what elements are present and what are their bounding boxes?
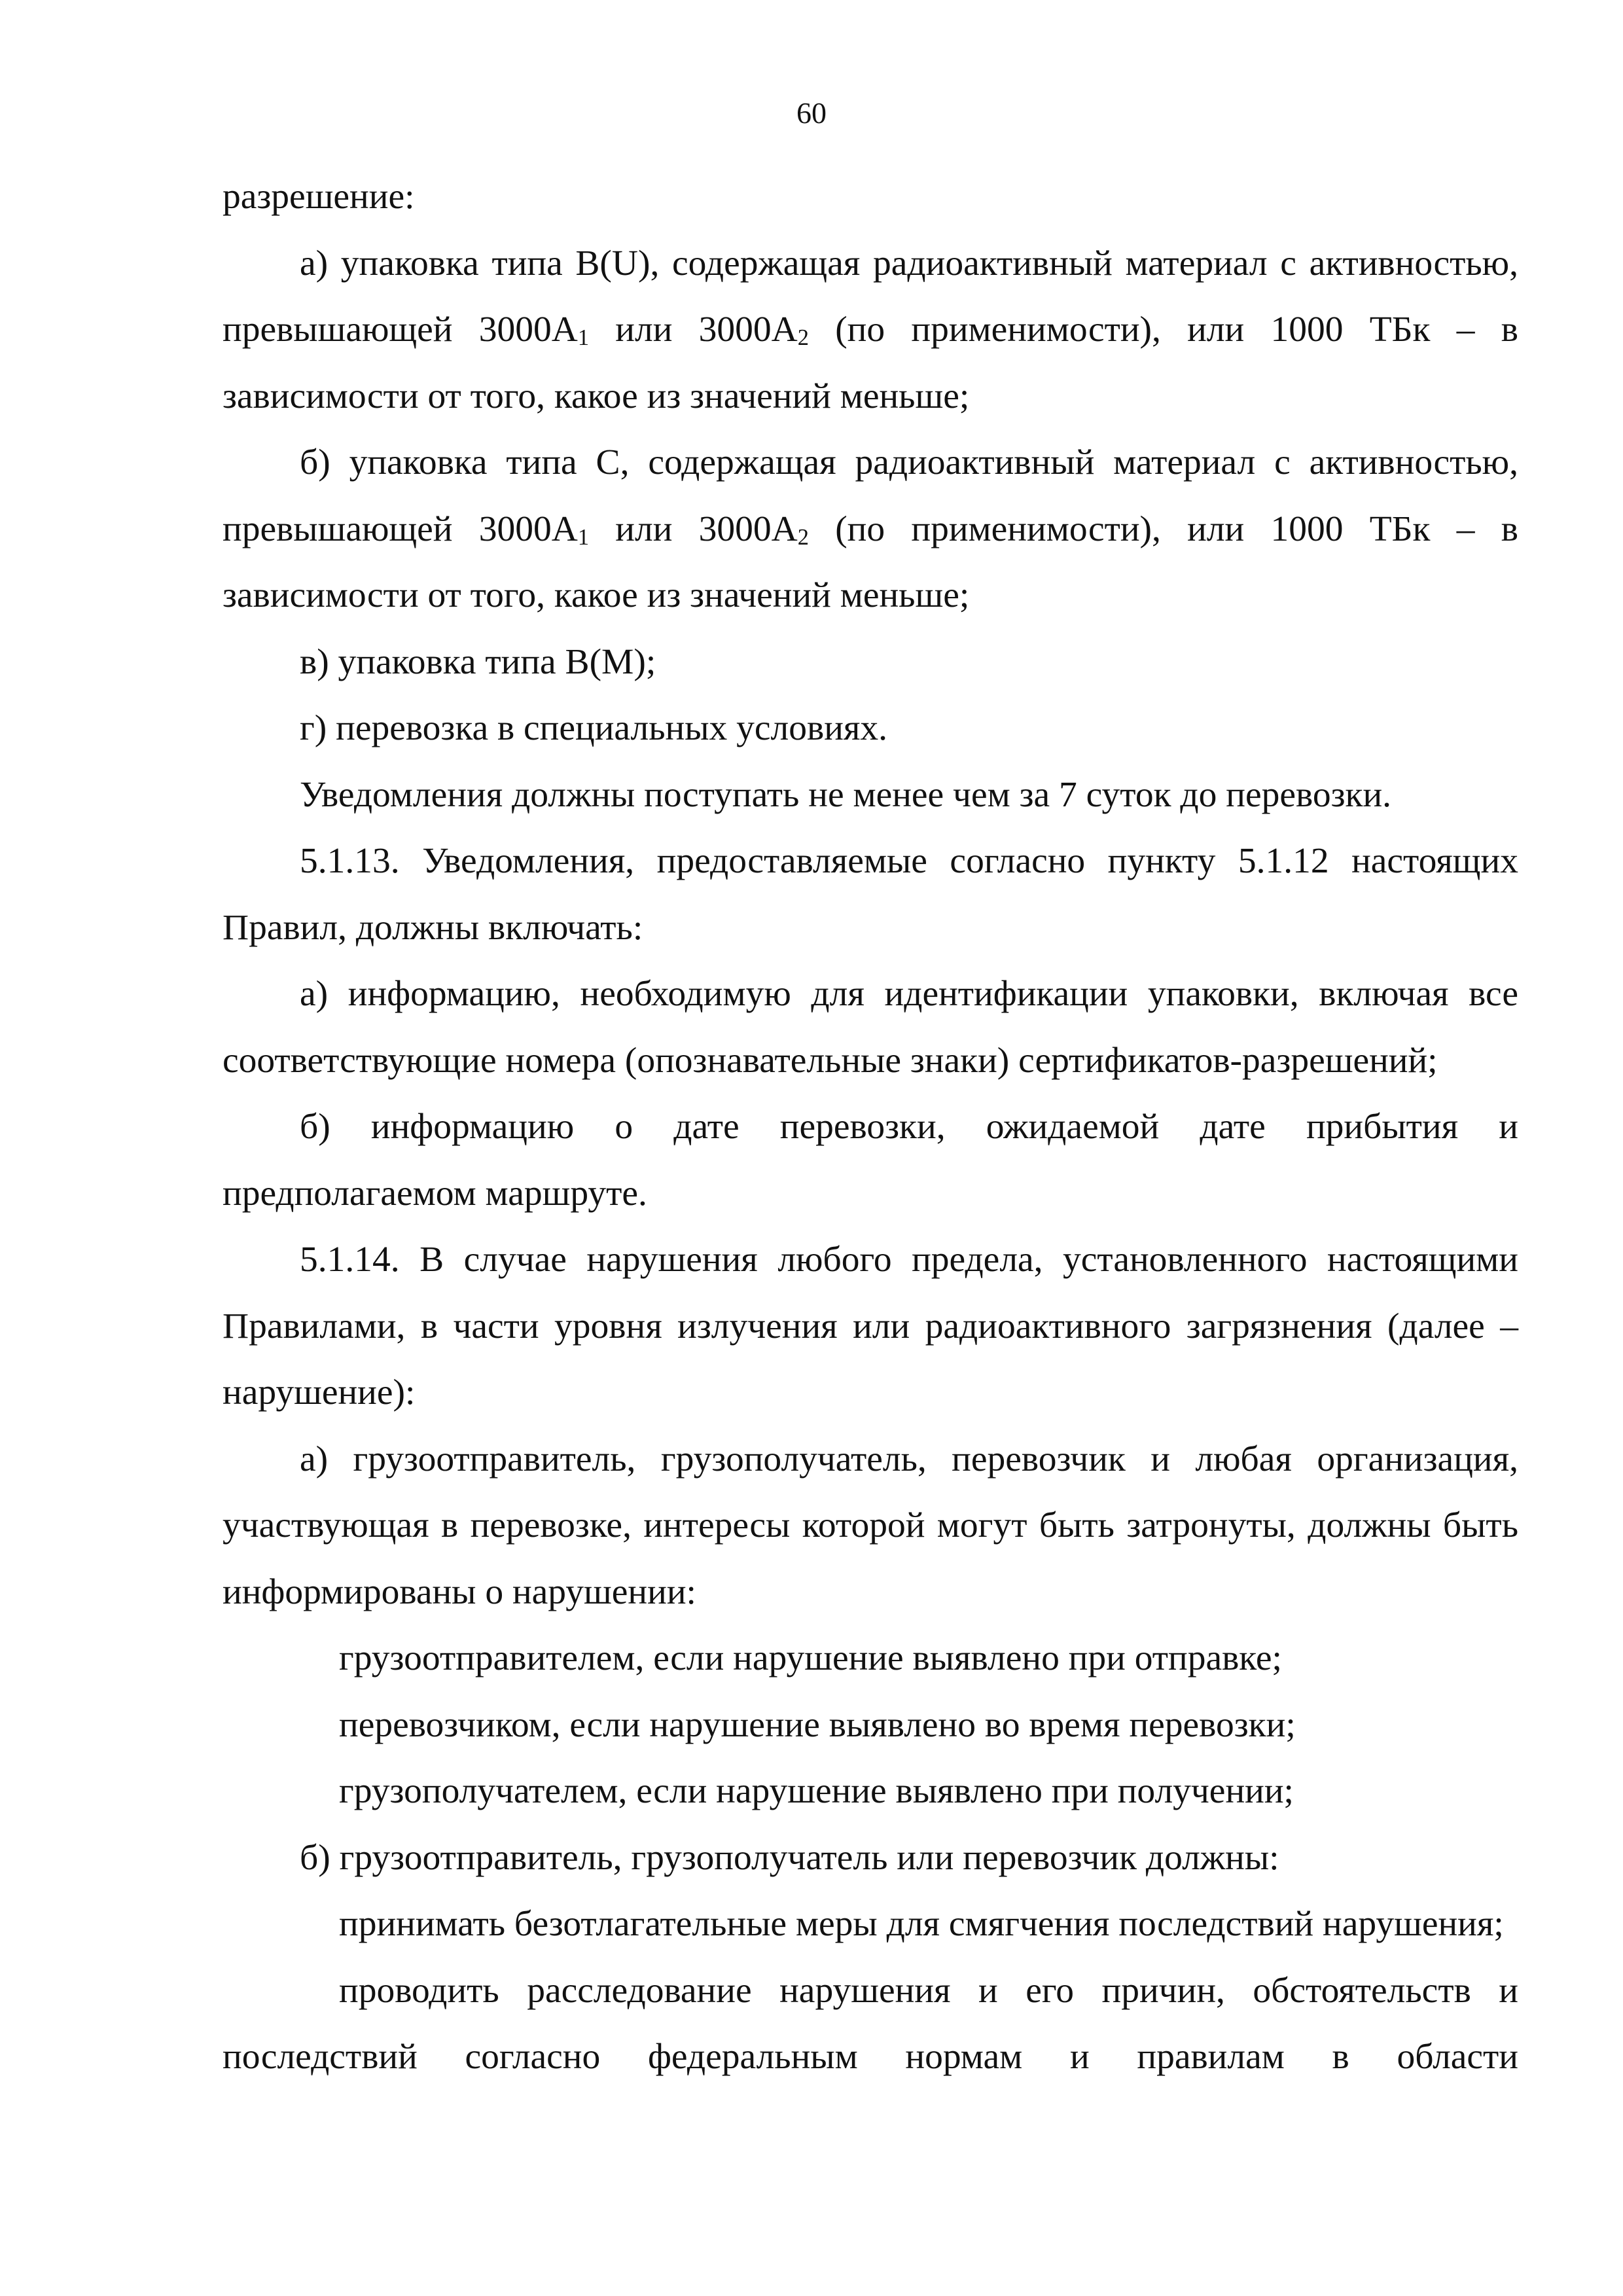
text-fragment: или 3000A [589,509,798,549]
clause-5-1-14: 5.1.14. В случае нарушения любого предела, установленного настоящими Правилами, в части уровня излучения или радиоактивного загрязнения (далее – нарушение): [223,1240,1518,1412]
text-fragment: или 3000A [589,310,798,350]
subscript: 2 [797,524,809,550]
list-item-b-package-c [223,429,1518,629]
list-subitem-consignee: грузополучателем, если нарушение выявлено при получении; [339,1771,1294,1811]
list-subitem-carrier: перевозчиком, если нарушение выявлено во время перевозки; [339,1704,1296,1745]
clause-5-1-13: 5.1.13. Уведомления, предоставляемые согласно пункту 5.1.12 настоящих Правил, должны включать: [223,841,1518,948]
text-fragment: (по применимости), или 1000 ТБк – в зависимости от того, какое из значений меньше; [223,310,1518,416]
list-subitem-investigation: проводить расследование нарушения и его причин, обстоятельств и последствий согласно федеральным нормам и правилам в области [223,1970,1518,2077]
subscript: 2 [797,325,809,350]
list-item-v-package-bm: в) упаковка типа B(M); [300,641,656,682]
subscript: 1 [577,325,590,350]
subscript: 1 [577,524,590,550]
list-item-g-special-conditions: г) перевозка в специальных условиях. [300,708,888,748]
text-fragment: (по применимости), или 1000 ТБк – в зависимости от того, какое из значений меньше; [223,509,1518,615]
list-item-b-obligations: б) грузоотправитель, грузополучатель или перевозчик должны: [300,1837,1279,1878]
list-item-a-parties-informed: а) грузоотправитель, грузополучатель, перевозчик и любая организация, участвующая в перевозке, интересы которой могут быть затронуты, должны быть информированы о нарушении: [223,1439,1518,1612]
list-item-b-date-route: б) информацию о дате перевозки, ожидаемой дате прибытия и предполагаемом маршруте. [223,1107,1518,1213]
paragraph-continuation: разрешение: [223,177,415,217]
paragraph-notification-deadline: Уведомления должны поступать не менее чем за 7 суток до перевозки. [300,774,1392,815]
text-fragment: б) упаковка типа С, содержащая радиоактивный материал с активностью, превышающей 3000A [223,442,1518,549]
document-body [223,164,1518,2090]
page-number: 60 [796,96,827,130]
list-item-a-package-bu [223,230,1518,430]
list-subitem-shipper: грузоотправителем, если нарушение выявлено при отправке; [339,1638,1282,1678]
list-item-a-package-info: а) информацию, необходимую для идентификации упаковки, включая все соответствующие номера (опознавательные знаки) сертификатов-разрешений; [223,974,1518,1081]
list-subitem-mitigation: принимать безотлагательные меры для смягчения последствий нарушения; [339,1904,1504,1944]
text-fragment: а) упаковка типа B(U), содержащая радиоактивный материал с активностью, превышающей 3000A [223,243,1518,350]
